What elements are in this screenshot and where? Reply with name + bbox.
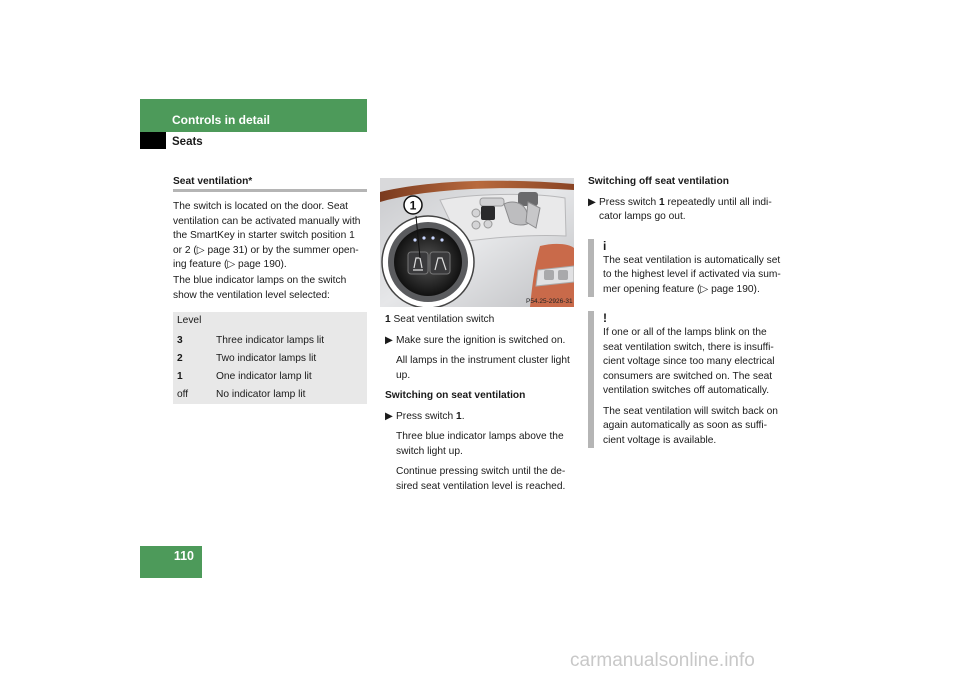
- table-header-level: Level: [177, 315, 202, 326]
- table-header-row: [173, 312, 367, 332]
- info-icon: i: [603, 238, 607, 253]
- switch-number: 1: [456, 410, 462, 422]
- switching-off-heading: Switching off seat ventilation: [588, 176, 729, 187]
- level-cell: 2: [177, 353, 183, 364]
- arrow-bullet-icon: ▶: [385, 410, 393, 422]
- level-cell: 3: [177, 335, 183, 346]
- description-cell: Two indicator lamps lit: [216, 353, 317, 364]
- heading-rule: [173, 189, 367, 192]
- column-3: [588, 175, 784, 448]
- text-line: to the highest level if activated via sum-: [603, 269, 781, 280]
- subsection-title: Seats: [172, 136, 203, 148]
- text-line: Continue pressing switch until the de-: [396, 466, 566, 477]
- watermark: carmanualsonline.info: [570, 650, 755, 671]
- warning-icon: !: [603, 311, 607, 325]
- text-line: ventilation can be activated manually with: [173, 215, 361, 227]
- info-note: [588, 239, 784, 298]
- text-line: consumers are switched on. The seat: [603, 370, 773, 382]
- text-line: ventilation switches off automatically.: [603, 385, 770, 396]
- text-line: The switch is located on the door. Seat: [173, 201, 348, 212]
- text-line: seat ventilation switch, there is insuffi-: [603, 341, 774, 353]
- table-row: [173, 368, 367, 386]
- ventilation-level-table: [173, 312, 367, 404]
- text-line: The seat ventilation is automatically set: [603, 254, 781, 266]
- subsection-marker: [140, 132, 166, 149]
- text-line: The blue indicator lamps on the switch: [173, 275, 347, 286]
- step-detail: [385, 430, 577, 459]
- switching-on-heading: Switching on seat ventilation: [385, 390, 526, 401]
- text-line: cator lamps go out.: [599, 211, 686, 222]
- seat-ventilation-heading: Seat ventilation*: [173, 176, 253, 187]
- text-line: the SmartKey in starter switch position 1: [173, 230, 355, 241]
- step-detail: [385, 465, 577, 494]
- table-row: [173, 386, 367, 404]
- seat-ventilation-switch-photo: [380, 178, 574, 307]
- column-2: [385, 313, 577, 494]
- text-line: All lamps in the instrument cluster light: [396, 355, 570, 366]
- figure-callout-1: 1: [409, 198, 417, 213]
- step-press-repeatedly: [588, 196, 784, 225]
- note-bar: [588, 311, 594, 448]
- table-row: [173, 350, 367, 368]
- step-text: Press switch: [396, 410, 457, 422]
- text-line: The seat ventilation will switch back on: [603, 405, 778, 417]
- figure-caption: [385, 313, 577, 328]
- switch-number: 1: [659, 196, 665, 208]
- page-number: 110: [173, 549, 194, 563]
- text-line: show the ventilation level selected:: [173, 289, 330, 301]
- step-detail: [385, 354, 577, 383]
- figure-code: P54.25-2926-31: [526, 298, 573, 305]
- step-ignition: [385, 334, 577, 349]
- level-cell: 1: [177, 371, 183, 382]
- intro-paragraph: [173, 200, 369, 273]
- text-line: again automatically as soon as suffi-: [603, 420, 768, 431]
- warning-note: [588, 311, 784, 448]
- text-line: or 2 (▷ page 31) or by the summer open-: [173, 244, 359, 256]
- table-row: [173, 332, 367, 350]
- indicator-paragraph: [173, 274, 369, 303]
- text-line: ing feature (▷ page 190).: [173, 259, 287, 270]
- caption-text: Seat ventilation switch: [393, 314, 495, 325]
- text-line: If one or all of the lamps blink on the: [603, 327, 767, 338]
- caption-number: 1: [385, 314, 391, 325]
- text-line: up.: [396, 369, 411, 381]
- step-text: Press switch: [599, 196, 660, 208]
- text-line: cient voltage is available.: [603, 434, 717, 446]
- arrow-bullet-icon: ▶: [385, 334, 393, 346]
- description-cell: No indicator lamp lit: [216, 389, 306, 400]
- text-line: sired seat ventilation level is reached.: [396, 480, 566, 492]
- text-line: cient voltage since too many electrical: [603, 356, 775, 367]
- text-line: mer opening feature (▷ page 190).: [603, 283, 760, 295]
- level-cell: off: [177, 389, 189, 400]
- page-number-box: [140, 546, 202, 578]
- section-title: Controls in detail: [172, 113, 271, 127]
- note-bar: [588, 239, 594, 298]
- step-text: .: [461, 410, 465, 422]
- text-line: switch light up.: [396, 445, 463, 457]
- step-text: Make sure the ignition is switched on.: [396, 334, 566, 346]
- arrow-bullet-icon: ▶: [588, 196, 596, 208]
- step-press-switch: [385, 410, 577, 425]
- description-cell: One indicator lamp lit: [216, 371, 312, 382]
- step-text: repeatedly until all indi-: [664, 196, 772, 208]
- description-cell: Three indicator lamps lit: [216, 335, 325, 346]
- text-line: Three blue indicator lamps above the: [396, 431, 564, 442]
